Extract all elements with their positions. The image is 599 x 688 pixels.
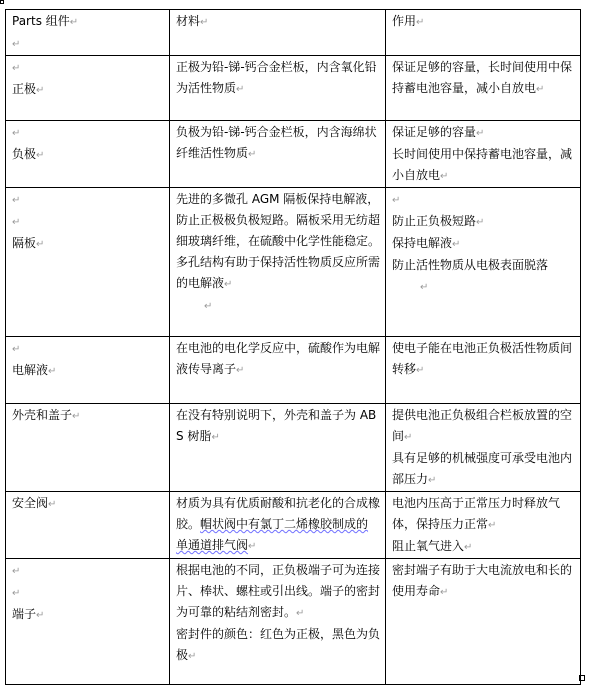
table-row [6,404,581,492]
material-cell[interactable]: 在电池的电化学反应中，硫酸作为电解液传导离子↵ [170,337,386,404]
header-cell-parts[interactable]: Parts 组件↵ ↵ [6,10,170,56]
table-header-row [6,10,581,56]
table-row [6,56,581,121]
function-cell[interactable]: 保证足够的容量↵ 长时间使用中保持蓄电池容量，减小自放电↵ [386,121,581,188]
table-row [6,559,581,685]
table-row [6,337,581,404]
table-resize-handle[interactable] [579,675,585,681]
function-cell[interactable]: 电池内压高于正常压力时释放气体，保持压力正常↵ 阻止氧气进入↵ [386,492,581,559]
function-cell[interactable]: 使电子能在电池正负极活性物质间转移↵ [386,337,581,404]
material-cell[interactable]: 在没有特别说明下，外壳和盖子为 ABS 树脂↵ [170,404,386,492]
part-cell[interactable]: ↵ 电解液↵ [6,337,170,404]
function-cell[interactable]: 提供电池正负极组合栏板放置的空间↵ 具有足够的机械强度可承受电池内部压力↵ [386,404,581,492]
material-cell[interactable]: 负极为铅-锑-钙合金栏板，内含海绵状纤维活性物质↵ [170,121,386,188]
part-cell[interactable]: ↵ 负极↵ [6,121,170,188]
header-cell-function[interactable]: 作用↵ [386,10,581,56]
components-table [5,9,581,685]
material-cell[interactable]: 正极为铅-锑-钙合金栏板，内含氧化铅为活性物质↵ [170,56,386,121]
part-cell[interactable]: ↵ ↵ 隔板↵ [6,188,170,337]
part-cell[interactable]: ↵ 正极↵ [6,56,170,121]
table-anchor-handle[interactable] [0,0,4,4]
function-cell[interactable]: 保证足够的容量，长时间使用中保持蓄电池容量，减小自放电↵ [386,56,581,121]
material-cell[interactable]: 先进的多微孔 AGM 隔板保持电解液，防止正极极负极短路。隔板采用无纺超细玻璃纤维，在硫酸中化学性能稳定。多孔结构有助于保持活性物质反应所需的电解液↵ ↵ [170,188,386,337]
header-cell-material[interactable]: 材料↵ [170,10,386,56]
table-row [6,121,581,188]
function-cell[interactable]: 密封端子有助于大电流放电和长的使用寿命↵ [386,559,581,685]
table-row [6,492,581,559]
material-cell[interactable]: 材质为具有优质耐酸和抗老化的合成橡胶。帽状阀中有氯丁二烯橡胶制成的单通道排气阀↵ [170,492,386,559]
function-cell[interactable]: ↵ 防止正负极短路↵ 保持电解液↵ 防止活性物质从电极表面脱落 ↵ [386,188,581,337]
material-cell[interactable]: 根据电池的不同，正负极端子可为连接片、棒状、螺柱或引出线。端子的密封为可靠的粘结剂密封。↵ 密封件的颜色：红色为正极，黑色为负极↵ [170,559,386,685]
part-cell[interactable]: 外壳和盖子↵ [6,404,170,492]
part-cell[interactable]: ↵ ↵ 端子↵ [6,559,170,685]
part-cell[interactable]: 安全阀↵ [6,492,170,559]
table-row [6,188,581,337]
